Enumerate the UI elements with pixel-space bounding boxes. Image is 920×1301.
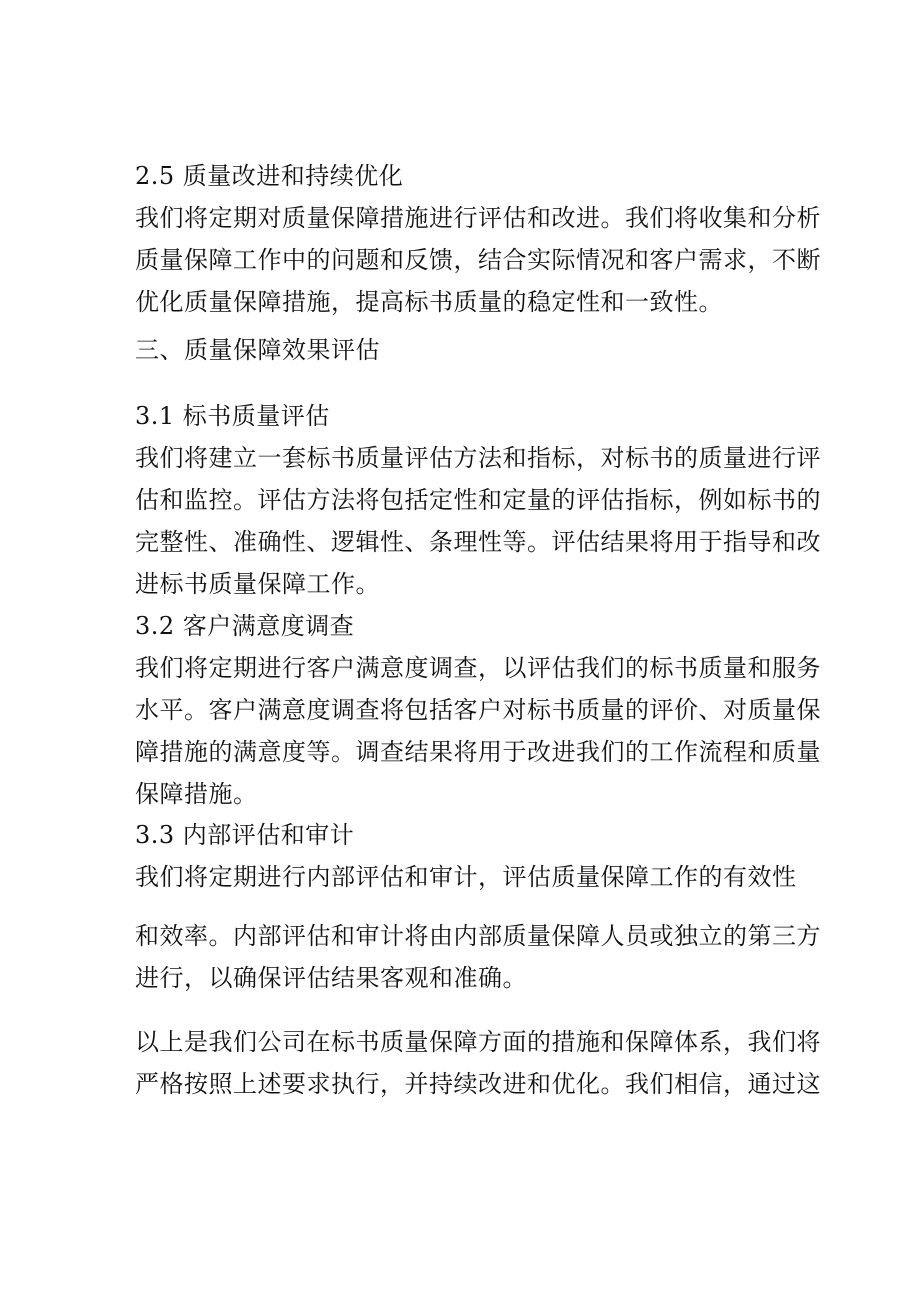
paragraph-line: 我们将定期进行客户满意度调查，以评估我们的标书质量和服务 — [135, 654, 821, 682]
section-heading: 3.1 标书质量评估 — [135, 402, 330, 430]
paragraph-line: 我们将定期对质量保障措施进行评估和改进。我们将收集和分析 — [135, 204, 821, 232]
chapter-heading: 三、质量保障效果评估 — [135, 336, 380, 364]
paragraph-line: 进标书质量保障工作。 — [135, 570, 380, 598]
section-3 — [135, 329, 795, 371]
section-3-3-continued — [135, 915, 821, 999]
paragraph-line: 估和监控。评估方法将包括定性和定量的评估指标，例如标书的 — [135, 486, 821, 514]
section-3-2 — [135, 605, 821, 815]
paragraph-line: 进行，以确保评估结果客观和准确。 — [135, 964, 527, 992]
section-heading: 3.3 内部评估和审计 — [135, 821, 355, 849]
section-heading: 3.2 客户满意度调查 — [135, 612, 355, 640]
conclusion — [135, 1021, 821, 1105]
paragraph-line: 质量保障工作中的问题和反馈，结合实际情况和客户需求，不断 — [135, 246, 821, 274]
section-3-1 — [135, 395, 821, 605]
section-2-5 — [135, 155, 821, 323]
paragraph-line: 水平。客户满意度调查将包括客户对标书质量的评价、对质量保 — [135, 696, 821, 724]
paragraph-line: 我们将定期进行内部评估和审计，评估质量保障工作的有效性 — [135, 863, 797, 891]
paragraph-line: 我们将建立一套标书质量评估方法和指标，对标书的质量进行评 — [135, 444, 821, 472]
paragraph-line: 以上是我们公司在标书质量保障方面的措施和保障体系，我们将 — [135, 1028, 821, 1056]
paragraph-line: 优化质量保障措施，提高标书质量的稳定性和一致性。 — [135, 288, 723, 316]
paragraph-line: 和效率。内部评估和审计将由内部质量保障人员或独立的第三方 — [135, 922, 821, 950]
paragraph-line: 障措施的满意度等。调查结果将用于改进我们的工作流程和质量 — [135, 738, 821, 766]
section-3-3 — [135, 814, 795, 898]
paragraph-line: 保障措施。 — [135, 780, 258, 808]
paragraph-line: 完整性、准确性、逻辑性、条理性等。评估结果将用于指导和改 — [135, 528, 821, 556]
paragraph-line: 严格按照上述要求执行，并持续改进和优化。我们相信，通过这 — [135, 1070, 821, 1098]
section-heading: 2.5 质量改进和持续优化 — [135, 162, 404, 190]
